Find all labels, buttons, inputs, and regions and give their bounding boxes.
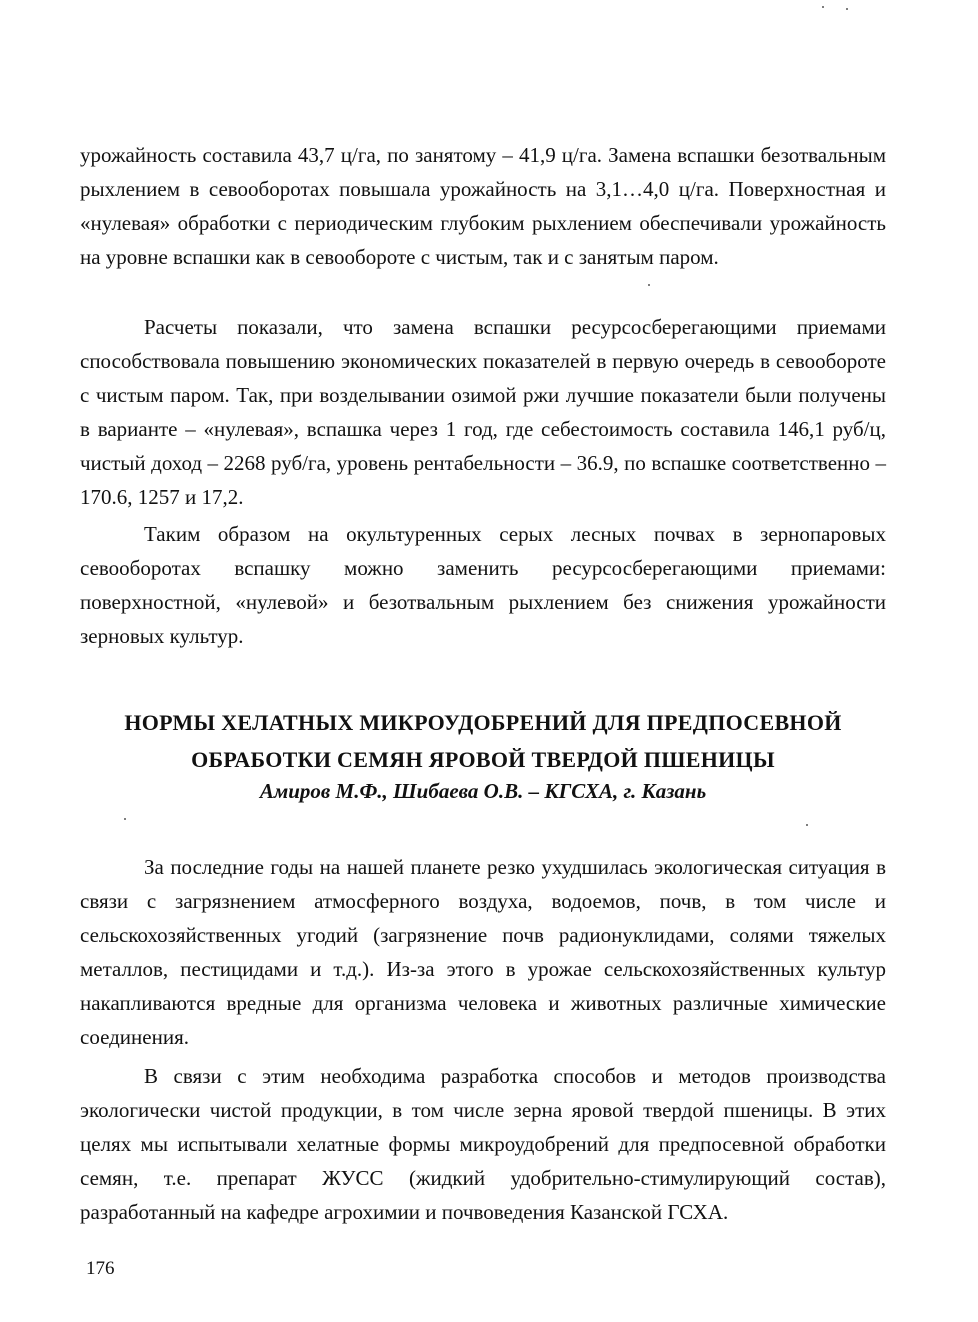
paragraph-calculations: Расчеты показали, что замена вспашки ресурсосберегающими приемами способствовала повышению экономических показателей в первую очередь в севообороте с чистым паром. Так, при возделывании озимой ржи лучшие показатели были получены в варианте – «нулевая», вспашка через 1 год, где себестоимость составила 146,1 руб/ц, чистый доход – 2268 руб/га, уровень рентабельности – 36.9, по вспашке соответственно – 170.6, 1257 и 17,2.	[80, 315, 886, 509]
article-paragraph-1: За последние годы на нашей планете резко ухудшилась экологическая ситуация в связи с загрязнением атмосферного воздуха, водоемов, почв, в том числе и сельскохозяйственных угодий (загрязнение почв радионуклидами, солями тяжелых металлов, пестицидами и т.д.). Из-за этого в урожае сельскохозяйственных культур накапливаются вредные для организма человека и животных различные химические соединения.	[80, 855, 886, 1049]
paragraph-conclusion: Таким образом на окультуренных серых лесных почвах в зернопаровых севооборотах вспашку можно заменить ресурсосберегающими приемами: поверхностной, «нулевой» и безотвальным рыхлением без снижения урожайности зерновых культур.	[80, 522, 886, 648]
article-title-line-2: ОБРАБОТКИ СЕМЯН ЯРОВОЙ ТВЕРДОЙ ПШЕНИЦЫ	[191, 747, 775, 772]
scan-speck	[124, 818, 126, 820]
paragraph-continuation: урожайность составила 43,7 ц/га, по занятому – 41,9 ц/га. Замена вспашки безотвальным рыхлением в севооборотах повышала урожайность на 3,1…4,0 ц/га. Поверхностная и «нулевая» обработки с периодическим глубоким рыхлением обеспечивали урожайность на уровне вспашки как в севообороте с чистым, так и с занятым паром.	[80, 143, 886, 269]
article-title	[80, 704, 886, 778]
scan-speck	[846, 8, 848, 10]
article-paragraph-2: В связи с этим необходима разработка способов и методов производства экологически чистой продукции, в том числе зерна яровой твердой пшеницы. В этих целях мы испытывали хелатные формы микроудобрений для предпосевной обработки семян, т.е. препарат ЖУСС (жидкий удобрительно-стимулирующий состав), разработанный на кафедре агрохимии и почвоведения Казанской ГСХА.	[80, 1064, 886, 1224]
article-title-line-1: НОРМЫ ХЕЛАТНЫХ МИКРОУДОБРЕНИЙ ДЛЯ ПРЕДПОСЕВНОЙ	[124, 710, 842, 735]
scan-speck	[806, 824, 808, 826]
scan-speck	[822, 6, 824, 8]
page-number: 176	[86, 1258, 115, 1279]
article-authors: Амиров М.Ф., Шибаева О.В. – КГСХА, г. Казань	[259, 779, 707, 803]
scan-speck	[648, 284, 650, 286]
